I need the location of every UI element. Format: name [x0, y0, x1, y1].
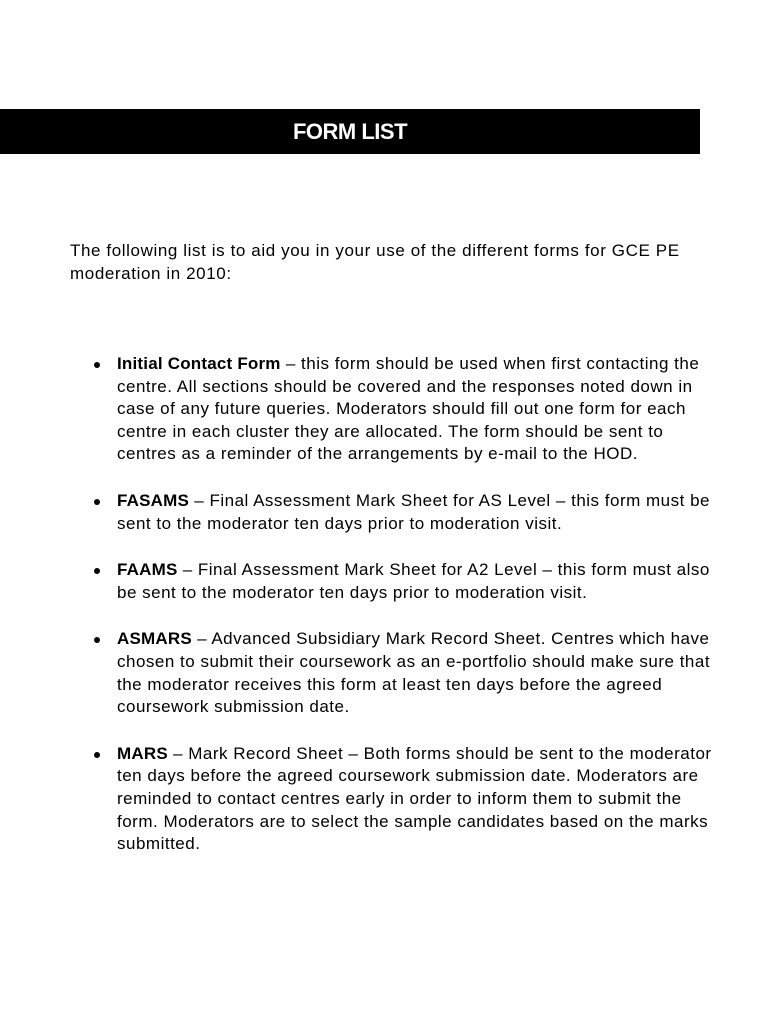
intro-paragraph: The following list is to aid you in your use of the different forms for GCE PE moderation in 2010: — [70, 241, 680, 283]
form-name: MARS — [117, 743, 168, 763]
form-list — [94, 353, 724, 880]
form-item-faams — [94, 559, 724, 604]
form-description: – this form should be used when first contacting the centre. All sections should be covered and the responses noted down in case of any future queries. Moderators should fill out one form for each centre in each cluster they are allocated. The form should be sent to centres as a reminder of the arrangements by e-mail to the HOD. — [117, 354, 700, 464]
form-name: Initial Contact Form — [117, 354, 281, 373]
title-bar — [0, 109, 700, 154]
form-item-mars — [94, 743, 724, 856]
form-description: – Final Assessment Mark Sheet for AS Level – this form must be sent to the moderator ten days prior to moderation visit. — [117, 490, 710, 533]
page-title: FORM LIST — [292, 118, 408, 144]
form-name: FAAMS — [117, 560, 178, 580]
bullet-icon — [94, 362, 100, 368]
bullet-icon — [94, 637, 100, 643]
form-name: ASMARS — [117, 629, 192, 649]
form-description: – Mark Record Sheet – Both forms should be sent to the moderator ten days before the agreed coursework submission date. Moderators are reminded to contact centres early in order to inform them to submit the form. Moderators are to select the sample candidates based on the marks submitted. — [117, 743, 712, 854]
form-description: – Advanced Subsidiary Mark Record Sheet. Centres which have chosen to submit their coursework as an e-portfolio should make sure that the moderator receives this form at least ten days before the agreed coursework submission date. — [117, 629, 711, 717]
form-item-fasams — [94, 490, 724, 535]
bullet-icon — [94, 499, 100, 505]
form-name: FASAMS — [117, 490, 190, 510]
form-description: – Final Assessment Mark Sheet for A2 Level – this form must also be sent to the moderator ten days prior to moderation visit. — [117, 560, 710, 602]
bullet-icon — [94, 568, 100, 574]
form-item-initial-contact — [94, 353, 724, 466]
bullet-icon — [94, 752, 100, 758]
form-item-asmars — [94, 628, 724, 718]
